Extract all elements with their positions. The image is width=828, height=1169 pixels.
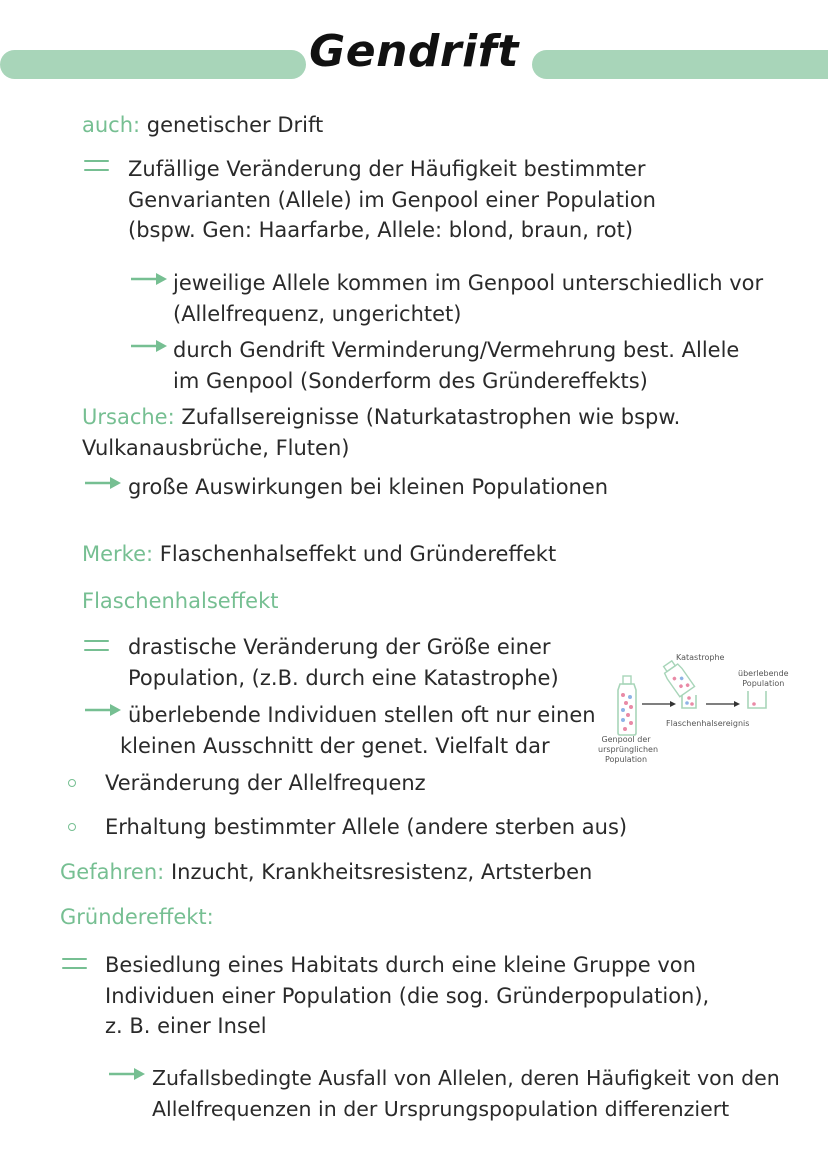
diagram-catastrophe-label: Katastrophe xyxy=(676,653,725,662)
tilted-bottle-icon xyxy=(660,659,694,697)
cause xyxy=(82,402,680,463)
diagram-event-label: Flaschenhalsereignis xyxy=(666,719,750,728)
founder-definition xyxy=(105,950,709,1042)
cause-text: Zufallsereignisse (Naturkatastrophen wie bspw. xyxy=(181,405,681,429)
consequence-line: im Genpool (Sonderform des Gründereffekts) xyxy=(173,368,648,393)
cause-effect: große Auswirkungen bei kleinen Populationen xyxy=(128,475,609,499)
title-bar-left xyxy=(0,50,306,79)
bullet-icon xyxy=(68,823,76,831)
remember-line xyxy=(82,539,556,570)
definition-line: Zufällige Veränderung der Häufigkeit bestimmter xyxy=(128,157,646,181)
bottleneck-arrow-text xyxy=(120,700,596,761)
founder-arrow-line: Zufallsbedingte Ausfall von Allelen, deren Häufigkeit von den xyxy=(152,1066,780,1090)
bullet-icon xyxy=(68,779,76,787)
equals-icon xyxy=(84,640,109,651)
page-title: Gendrift xyxy=(309,26,519,77)
dangers-line xyxy=(60,857,592,888)
arrow-icon xyxy=(130,339,168,353)
arrow-icon xyxy=(84,476,122,490)
survivor-cup-icon xyxy=(682,695,696,708)
cause-label: Ursache: xyxy=(82,405,175,429)
founder-def-line: Besiedlung eines Habitats durch eine kleine Gruppe von xyxy=(105,953,696,977)
cause-line-1 xyxy=(82,402,680,433)
bottleneck-bullet: Veränderung der Allelfrequenz xyxy=(105,771,426,795)
arrow-icon xyxy=(130,272,168,286)
founder-def-line: z. B. einer Insel xyxy=(105,1014,267,1038)
dangers-text: Inzucht, Krankheitsresistenz, Artsterben xyxy=(170,860,593,884)
survivors-label-line: Population xyxy=(742,679,785,688)
consequence-line: (Allelfrequenz, ungerichtet) xyxy=(173,301,462,326)
consequence-line: durch Gendrift Verminderung/Vermehrung best. Allele xyxy=(173,338,740,362)
founder-heading: Gründereffekt: xyxy=(60,905,214,929)
remember-label: Merke: xyxy=(82,542,154,566)
consequence-line: jeweilige Allele kommen im Genpool unterschiedlich vor xyxy=(173,271,764,295)
consequence-1 xyxy=(173,268,763,329)
definition-line: Genvarianten (Allele) im Genpool einer Population xyxy=(128,187,656,212)
diagram-genpool-label xyxy=(598,735,659,765)
founder-arrow-line: Allelfrequenzen in der Ursprungspopulation differenziert xyxy=(152,1096,730,1121)
bottleneck-heading: Flaschenhalseffekt xyxy=(82,589,279,613)
cause-line-2: Vulkanausbrüche, Fluten) xyxy=(82,435,350,460)
bottleneck-def-line: Population, (z.B. durch eine Katastrophe) xyxy=(128,665,559,690)
definition xyxy=(128,154,656,246)
bottleneck-bullet: Erhaltung bestimmter Allele (andere sterben aus) xyxy=(105,815,628,839)
arrow-icon xyxy=(108,1067,146,1081)
also-line xyxy=(82,110,323,141)
genpool-label-line: Population xyxy=(604,755,648,764)
founder-def-line: Individuen einer Population (die sog. Gründerpopulation), xyxy=(105,983,710,1008)
equals-icon xyxy=(62,958,87,969)
original-bottle-icon xyxy=(618,676,636,735)
bottleneck-diagram xyxy=(596,645,796,770)
surviving-population-icon xyxy=(748,691,766,708)
bottleneck-arrow-line: kleinen Ausschnitt der genet. Vielfalt dar xyxy=(120,733,550,758)
survivors-label-line: überlebende xyxy=(738,669,789,678)
genpool-label-line: Genpool der xyxy=(601,735,651,744)
bottleneck-arrow-line: überlebende Individuen stellen oft nur einen xyxy=(128,703,596,727)
consequence-2 xyxy=(173,335,739,396)
diagram-survivors-label xyxy=(738,669,789,689)
definition-line: (bspw. Gen: Haarfarbe, Allele: blond, braun, rot) xyxy=(128,218,634,242)
arrow-icon xyxy=(84,703,122,717)
bottleneck-def-line: drastische Veränderung der Größe einer xyxy=(128,635,551,659)
also-label: auch: xyxy=(82,113,141,137)
dangers-label: Gefahren: xyxy=(60,860,165,884)
bottleneck-definition xyxy=(128,632,559,693)
equals-icon xyxy=(84,160,109,171)
founder-arrow-text xyxy=(152,1063,780,1124)
genpool-label-line: ursprünglichen xyxy=(598,745,659,754)
title-bar-right xyxy=(532,50,828,79)
remember-text: Flaschenhalseffekt und Gründereffekt xyxy=(159,542,557,566)
also-text: genetischer Drift xyxy=(146,113,324,137)
